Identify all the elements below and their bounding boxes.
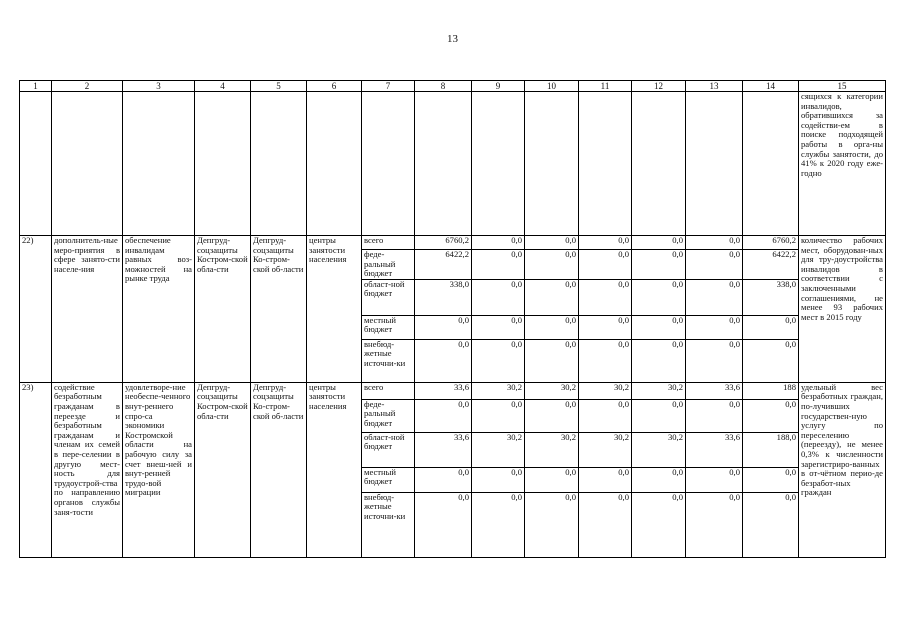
value-cell: 0,0	[415, 315, 472, 339]
empty-cell	[195, 92, 251, 236]
value-cell: 0,0	[686, 399, 743, 432]
goal-cell: обеспечение инвалидам равных воз-можностей на рынке труда	[123, 236, 195, 383]
funding-source-cell: местный бюджет	[362, 467, 415, 492]
value-cell: 0,0	[632, 236, 686, 250]
column-header: 13	[686, 81, 743, 92]
value-cell: 188,0	[743, 432, 799, 467]
value-cell: 6760,2	[415, 236, 472, 250]
activity-name-cell: дополнитель-ные меро-приятия в сфере занято-сти населе-ния	[52, 236, 123, 383]
value-cell: 30,2	[579, 432, 632, 467]
value-cell: 0,0	[472, 467, 525, 492]
coexecutor-cell: Депгруд-соцзащиты Ко-стром-ской об-ласти	[251, 236, 307, 383]
funding-source-cell: всего	[362, 382, 415, 399]
participants-cell: центры занятости населения	[307, 382, 362, 557]
coexecutor-cell: Депгруд-соцзащиты Ко-стром-ской об-ласти	[251, 382, 307, 557]
value-cell: 0,0	[525, 399, 579, 432]
value-cell: 0,0	[743, 315, 799, 339]
value-cell: 30,2	[472, 382, 525, 399]
empty-cell	[123, 92, 195, 236]
column-header: 3	[123, 81, 195, 92]
value-cell: 188	[743, 382, 799, 399]
table-row	[20, 236, 886, 250]
value-cell: 0,0	[579, 279, 632, 315]
value-cell: 30,2	[525, 382, 579, 399]
value-cell: 0,0	[525, 250, 579, 280]
column-header: 2	[52, 81, 123, 92]
value-cell: 0,0	[743, 467, 799, 492]
indicator-cell: количество рабочих мест, оборудован-ных для тру-доустройства инвалидов в соответствии с заключенными соглашениями, не менее 93 рабочих мест в 2015 году	[799, 236, 886, 383]
empty-cell	[579, 92, 632, 236]
value-cell: 0,0	[579, 399, 632, 432]
funding-source-cell: местный бюджет	[362, 315, 415, 339]
value-cell: 33,6	[415, 382, 472, 399]
value-cell: 0,0	[743, 492, 799, 557]
column-header: 12	[632, 81, 686, 92]
column-header: 8	[415, 81, 472, 92]
empty-cell	[472, 92, 525, 236]
value-cell: 0,0	[525, 315, 579, 339]
value-cell: 30,2	[525, 432, 579, 467]
funding-source-cell: всего	[362, 236, 415, 250]
empty-cell	[415, 92, 472, 236]
value-cell: 33,6	[415, 432, 472, 467]
value-cell: 0,0	[579, 236, 632, 250]
value-cell: 0,0	[686, 467, 743, 492]
goal-cell: удовлетворе-ние необеспе-ченного внут-реннего спро-са экономики Костромской области на рабочую силу за счет внеш-ней и внут-ренней трудо-вой миграции	[123, 382, 195, 557]
value-cell: 0,0	[686, 492, 743, 557]
value-cell: 0,0	[632, 339, 686, 382]
value-cell: 0,0	[472, 279, 525, 315]
value-cell: 0,0	[472, 399, 525, 432]
value-cell: 33,6	[686, 432, 743, 467]
value-cell: 33,6	[686, 382, 743, 399]
column-header: 10	[525, 81, 579, 92]
funding-source-cell: област-ной бюджет	[362, 279, 415, 315]
header-row	[20, 81, 886, 92]
value-cell: 0,0	[632, 467, 686, 492]
empty-cell	[52, 92, 123, 236]
row-number: 22)	[20, 236, 52, 383]
value-cell: 0,0	[415, 399, 472, 432]
column-header: 6	[307, 81, 362, 92]
continuation-row	[20, 92, 886, 236]
empty-cell	[686, 92, 743, 236]
row-number: 23)	[20, 382, 52, 557]
value-cell: 0,0	[525, 339, 579, 382]
value-cell: 0,0	[686, 339, 743, 382]
value-cell: 30,2	[579, 382, 632, 399]
column-header: 5	[251, 81, 307, 92]
column-header: 4	[195, 81, 251, 92]
funding-source-cell: внебюд-жетные источни-ки	[362, 492, 415, 557]
funding-source-cell: област-ной бюджет	[362, 432, 415, 467]
column-header: 15	[799, 81, 886, 92]
column-header: 1	[20, 81, 52, 92]
page-number: 13	[447, 33, 458, 45]
empty-cell	[743, 92, 799, 236]
activity-name-cell: содействие безработным гражданам в переезде и безработным гражданам и членам их семей в пере-селении в другую мест-ность для трудоустрой-ства по направлению органов службы заня-тости	[52, 382, 123, 557]
value-cell: 30,2	[632, 432, 686, 467]
responsible-cell: Депгруд-соцзащиты Костром-ской обла-сти	[195, 236, 251, 383]
value-cell: 30,2	[632, 382, 686, 399]
value-cell: 0,0	[525, 467, 579, 492]
value-cell: 0,0	[525, 236, 579, 250]
empty-cell	[632, 92, 686, 236]
value-cell: 0,0	[579, 467, 632, 492]
value-cell: 0,0	[632, 315, 686, 339]
responsible-cell: Депгруд-соцзащиты Костром-ской обла-сти	[195, 382, 251, 557]
value-cell: 0,0	[525, 492, 579, 557]
value-cell: 0,0	[579, 492, 632, 557]
empty-cell	[362, 92, 415, 236]
value-cell: 0,0	[632, 399, 686, 432]
value-cell: 0,0	[415, 339, 472, 382]
value-cell: 30,2	[472, 432, 525, 467]
empty-cell	[251, 92, 307, 236]
value-cell: 0,0	[632, 492, 686, 557]
funding-source-cell: феде-ральный бюджет	[362, 399, 415, 432]
value-cell: 338,0	[415, 279, 472, 315]
value-cell: 0,0	[525, 279, 579, 315]
value-cell: 6422,2	[415, 250, 472, 280]
empty-cell	[20, 92, 52, 236]
indicator-cell: удельный вес безработных граждан, по-лучивших государствен-ную услугу по переселению (переезду), не менее 0,3% к численности зарегистриро-ванных в от-чётном перио-де безработ-ных граждан	[799, 382, 886, 557]
value-cell: 0,0	[579, 250, 632, 280]
value-cell: 6760,2	[743, 236, 799, 250]
empty-cell	[525, 92, 579, 236]
column-header: 14	[743, 81, 799, 92]
participants-cell: центры занятости населения	[307, 236, 362, 383]
value-cell: 6422,2	[743, 250, 799, 280]
value-cell: 0,0	[472, 250, 525, 280]
value-cell: 0,0	[415, 467, 472, 492]
value-cell: 0,0	[632, 279, 686, 315]
value-cell: 0,0	[686, 279, 743, 315]
table-row	[20, 382, 886, 399]
value-cell: 338,0	[743, 279, 799, 315]
value-cell: 0,0	[579, 315, 632, 339]
column-header: 11	[579, 81, 632, 92]
value-cell: 0,0	[472, 339, 525, 382]
column-header: 9	[472, 81, 525, 92]
value-cell: 0,0	[686, 250, 743, 280]
value-cell: 0,0	[472, 315, 525, 339]
value-cell: 0,0	[579, 339, 632, 382]
value-cell: 0,0	[472, 492, 525, 557]
indicator-cell: сящихся к категории инвалидов, обратившихся за содействи-ем в поиске подходящей работы в орга-ны службы занятости, до 41% к 2020 году еже-годно	[799, 92, 886, 236]
empty-cell	[307, 92, 362, 236]
value-cell: 0,0	[686, 315, 743, 339]
value-cell: 0,0	[686, 236, 743, 250]
program-table	[19, 80, 886, 558]
column-header: 7	[362, 81, 415, 92]
value-cell: 0,0	[472, 236, 525, 250]
value-cell: 0,0	[415, 492, 472, 557]
value-cell: 0,0	[743, 399, 799, 432]
value-cell: 0,0	[632, 250, 686, 280]
value-cell: 0,0	[743, 339, 799, 382]
funding-source-cell: внебюд-жетные источни-ки	[362, 339, 415, 382]
funding-source-cell: феде-ральный бюджет	[362, 250, 415, 280]
